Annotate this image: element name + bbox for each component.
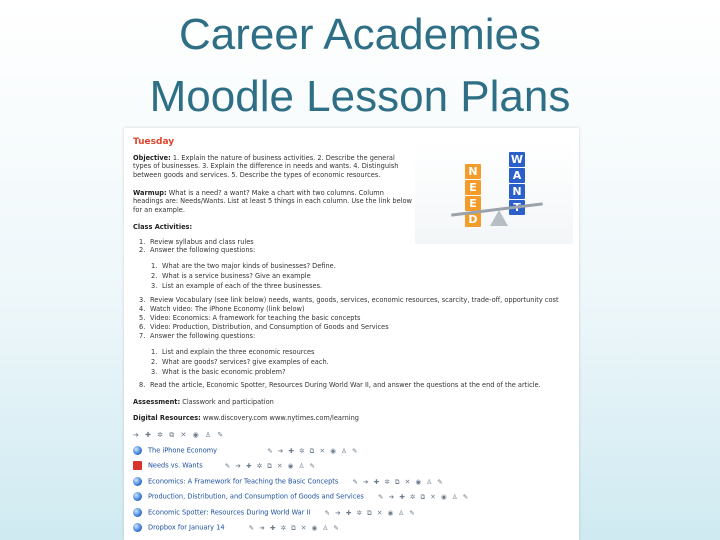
objective-label: Objective:	[133, 154, 171, 162]
activities-label: Class Activities:	[133, 223, 193, 231]
resource-item[interactable]	[133, 461, 317, 475]
activity-text: Review syllabus and class rules	[150, 238, 254, 246]
activity-num: 2.	[139, 246, 146, 254]
slide-title-line2: Moodle Lesson Plans	[149, 72, 571, 121]
resource-item[interactable]	[133, 523, 340, 537]
activity-8	[139, 381, 541, 389]
digital-resources	[133, 414, 573, 422]
resource-item[interactable]	[133, 446, 359, 460]
activity-text: Watch video: The iPhone Economy (link below)	[150, 305, 305, 313]
question-num: 1.	[151, 262, 158, 270]
block-w: W	[510, 153, 524, 166]
activity-6	[139, 323, 389, 331]
warmup-label: Warmup:	[133, 189, 167, 197]
block-e2: E	[465, 196, 481, 211]
warmup	[133, 189, 413, 214]
activity-num: 6.	[139, 323, 146, 331]
assessment-text: Classwork and participation	[182, 398, 274, 406]
pdf-icon	[133, 461, 142, 470]
section-edit-icons[interactable]: ➔ ✚ ✲ ⧉ ✕ ◉ ♙ ✎	[133, 431, 226, 439]
resource-item[interactable]	[133, 492, 470, 506]
activity-text: Video: Economics: A framework for teaching the basic concepts	[150, 314, 361, 322]
assessment	[133, 398, 573, 406]
question-b2	[151, 358, 329, 366]
question-num: 2.	[151, 358, 158, 366]
question-b1	[151, 348, 314, 356]
block-n: N	[465, 164, 481, 179]
activities-heading	[133, 223, 413, 231]
activity-num: 8.	[139, 381, 146, 389]
assessment-label: Assessment:	[133, 398, 181, 406]
activity-num: 5.	[139, 314, 146, 322]
globe-icon	[133, 492, 142, 501]
question-text: What are the two major kinds of businesses? Define.	[162, 262, 336, 270]
globe-icon	[133, 523, 142, 532]
globe-icon	[133, 477, 142, 486]
block-n2: N	[509, 184, 525, 199]
slide-title	[0, 4, 720, 128]
question-a3	[151, 282, 322, 290]
activity-3	[139, 296, 559, 304]
activity-num: 7.	[139, 332, 146, 340]
question-a2	[151, 272, 311, 280]
resource-item[interactable]	[133, 508, 416, 522]
question-text: What are goods? services? give examples of each.	[162, 358, 329, 366]
resource-link[interactable]: Needs vs. Wants	[148, 461, 203, 470]
resource-link[interactable]: Economic Spotter: Resources During World War II	[148, 508, 311, 517]
question-text: List and explain the three economic resources	[162, 348, 315, 356]
block-a: A	[509, 168, 525, 183]
block-d: D	[465, 212, 481, 227]
question-num: 1.	[151, 348, 158, 356]
globe-icon	[133, 508, 142, 517]
digital-resources-label: Digital Resources:	[133, 414, 201, 422]
warmup-text: What is a need? a want? Make a chart with two columns. Column headings are: Needs/Wants. List at least 5 things in each column. Use the link below for an example.	[133, 189, 412, 214]
objective	[133, 154, 413, 179]
activity-num: 1.	[139, 238, 146, 246]
needs-wants-image	[415, 142, 573, 244]
resource-edit-icons[interactable]: ✎ ➔ ✚ ✲ ⧉ ✕ ◉ ♙ ✎	[267, 446, 359, 455]
activity-text: Answer the following questions:	[150, 332, 256, 340]
block-e1: E	[465, 180, 481, 195]
question-num: 3.	[151, 282, 158, 290]
activity-4	[139, 305, 305, 313]
resource-edit-icons[interactable]: ✎ ➔ ✚ ✲ ⧉ ✕ ◉ ♙ ✎	[248, 523, 341, 532]
activity-text: Read the article, Economic Spotter, Resources During World War II, and answer the questions at the end of the article.	[150, 381, 541, 389]
activity-text: Video: Production, Distribution, and Consumption of Goods and Services	[150, 323, 389, 331]
resource-edit-icons[interactable]: ✎ ➔ ✚ ✲ ⧉ ✕ ◉ ♙ ✎	[377, 492, 470, 501]
question-text: What is a service business? Give an example	[162, 272, 311, 280]
question-text: List an example of each of the three businesses.	[162, 282, 323, 290]
question-num: 3.	[151, 368, 158, 376]
seesaw-fulcrum	[490, 210, 508, 226]
question-num: 2.	[151, 272, 158, 280]
resource-link[interactable]: Economics: A Framework for Teaching the Basic Concepts	[148, 477, 339, 486]
resource-link[interactable]: Dropbox for January 14	[148, 523, 225, 532]
resource-item[interactable]	[133, 477, 444, 491]
activity-num: 4.	[139, 305, 146, 313]
activity-text: Review Vocabulary (see link below) needs, wants, goods, services, economic resources, scarcity, trade-off, opportunity cost	[150, 296, 559, 304]
activity-2	[139, 246, 255, 254]
objective-text: 1. Explain the nature of business activities. 2. Describe the general types of businesses. 3. Explain the difference in needs and wants. 4. Distinguish between goods and services. 5. Describe the types of economic resources.	[133, 154, 399, 179]
resource-edit-icons[interactable]: ✎ ➔ ✚ ✲ ⧉ ✕ ◉ ♙ ✎	[352, 477, 445, 486]
question-a1	[151, 262, 336, 270]
activity-text: Answer the following questions:	[150, 246, 256, 254]
question-text: What is the basic economic problem?	[162, 368, 286, 376]
activity-num: 3.	[139, 296, 146, 304]
slide-title-line1: Career Academies	[179, 10, 541, 59]
resource-edit-icons[interactable]: ✎ ➔ ✚ ✲ ⧉ ✕ ◉ ♙ ✎	[224, 461, 317, 470]
day-heading: Tuesday	[133, 137, 175, 147]
activity-7	[139, 332, 255, 340]
digital-resources-text: www.discovery.com www.nytimes.com/learning	[202, 414, 359, 422]
lesson-plan-screenshot	[124, 128, 579, 540]
activity-5	[139, 314, 360, 322]
resource-edit-icons[interactable]: ✎ ➔ ✚ ✲ ⧉ ✕ ◉ ♙ ✎	[324, 508, 417, 517]
resource-link[interactable]: Production, Distribution, and Consumption of Goods and Services	[148, 492, 364, 501]
resource-link[interactable]: The iPhone Economy	[148, 446, 218, 455]
question-b3	[151, 368, 286, 376]
globe-icon	[133, 446, 142, 455]
